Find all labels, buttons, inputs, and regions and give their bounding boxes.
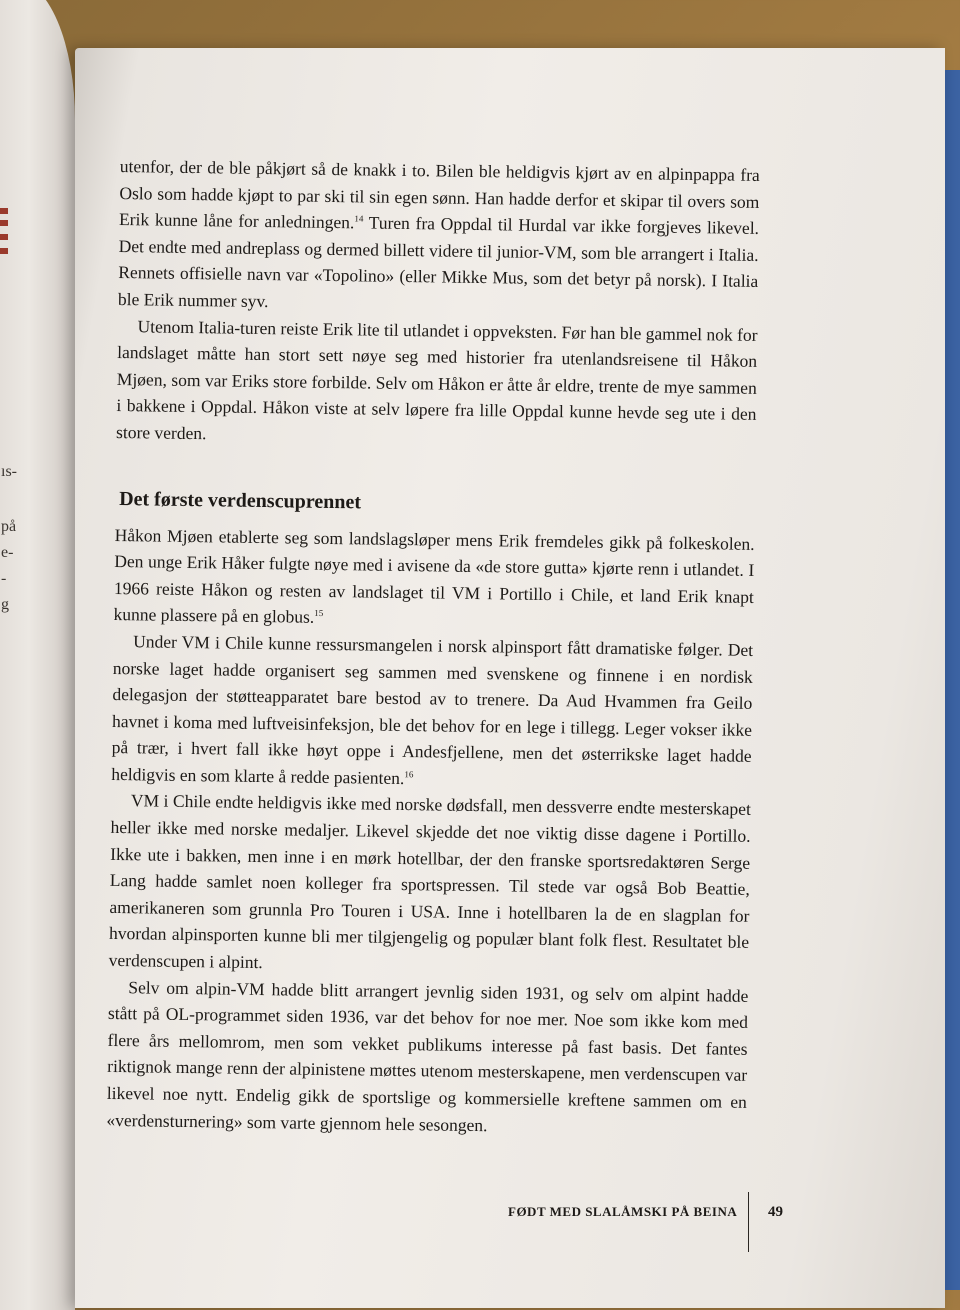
- running-title: FØDT MED SLALÅMSKI PÅ BEINA: [508, 1204, 738, 1219]
- paragraph: Selv om alpin-VM hadde blitt arrangert jevnlig siden 1931, og selv om alpint hadde stått på OL-programmet siden 1936, var det behov for noe mer. Noe som ikke kom med flere års mellomrom, men som vekket publikums interesse på fast basis. Det fantes riktignok mange renn der alpinistene møttes utenom mesterskapene, men verdenscupen var likevel noe nytt. Endelig gikk de sportslige og kommersielle kreftene sammen om en «verdensturnering» som varte gjennom hele sesongen.: [106, 976, 749, 1135]
- page-text: [106, 153, 760, 1142]
- red-mark: [0, 234, 8, 240]
- paragraph: Under VM i Chile kunne ressursmangelen i norsk alpinsport fått dramatiske følger. Det norske laget hadde organisert seg sammen med svenskene og finnene i en nordisk delegasjon der støtteapparatet bare bestod av to trenere. Da Aud Hvammen fra Geilo havnet i koma med luftveisinfeksjon, ble det behov for en lege i tillegg. Leger vokser ikke på trær, i hvert fall ikke høyt oppe i Andesfjellene, men det østerrikske laget hadde heldigvis en som klarte å redde pasienten.$^{16}$: [111, 631, 754, 788]
- facing-page-fragment: -: [1, 570, 7, 587]
- facing-page: [0, 0, 75, 1310]
- footnote-ref: 16: [404, 769, 414, 780]
- facing-page-fragment: ıs-: [1, 463, 17, 480]
- paragraph: Håkon Mjøen etablerte seg som landslagsløper mens Erik fremdeles gikk på folkeskolen. Den unge Erik Håker fulgte nøye med i avisene da «de store gutta» kjørte renn i utlandet. I 1966 reiste Håkon og resten av landslaget til VM i Portillo i Chile, et land Erik knapt kunne plassere på en globus.$^{15}$: [113, 524, 755, 628]
- footnote-ref: 15: [314, 608, 324, 619]
- paragraph: utenfor, der de ble påkjørt så de knakk i to. Bilen ble heldigvis kjørt av en alpinpappa fra Oslo som hadde kjøpt to par ski til sin egen sønn. Han hadde derfor et skipar til overs som Erik kunne låne for anledningen.$^{14}$ Turen fra Oppdal til Hurdal var ikke forgjeves likevel. Det endte med andreplass og dermed billett videre til junior-VM, som ble arrangert i Italia. Rennets offisielle navn var «Topolino» (eller Mikke Mus, som det betyr på norsk). I Italia ble Erik nummer syv.: [117, 155, 760, 312]
- facing-page-fragment: g: [1, 596, 9, 613]
- facing-page-fragment: på: [1, 518, 17, 535]
- paragraph: VM i Chile endte heldigvis ikke med norske dødsfall, men dessverre endte mesterskapet heller ikke med norske medaljer. Likevel skjedde det noe viktig disse dagene i Portillo. Ikke ute i bakken, men inne i en mørk hotellbar, der den franske sportsredaktøren Serge Lang hadde samlet noen kolleger fra sportspressen. Til stede var også Bob Beattie, amerikaneren som grunnla Pro Touren i USA. Inne i hotellbaren la de en slagplan for hvordan alpinsporten kunne bli mer tilgjengelig og populær blant folk flest. Resultatet ble verdenscupen i alpint.: [108, 790, 752, 973]
- section-heading: Det første verdenscuprennet: [119, 487, 362, 513]
- red-mark: [0, 248, 8, 254]
- red-mark: [0, 208, 8, 214]
- red-mark: [0, 220, 8, 226]
- facing-page-fragment: e-: [1, 544, 14, 561]
- page-number: 49: [768, 1204, 783, 1220]
- footnote-ref: 14: [354, 213, 364, 224]
- paragraph: Utenom Italia-turen reiste Erik lite til utlandet i oppveksten. Før han ble gammel nok for landslaget måtte han stort sett nøye seg med historier fra utenlandsreisene til Håkon Mjøen, som var Eriks store forbilde. Selv om Håkon er åtte år eldre, trente de mye sammen i bakkene i Oppdal. Håkon viste at selv løpere fra lille Oppdal kunne hevde seg ute i den store verden.: [115, 315, 758, 444]
- footer-divider: [748, 1192, 749, 1252]
- page-footer: [500, 1192, 800, 1252]
